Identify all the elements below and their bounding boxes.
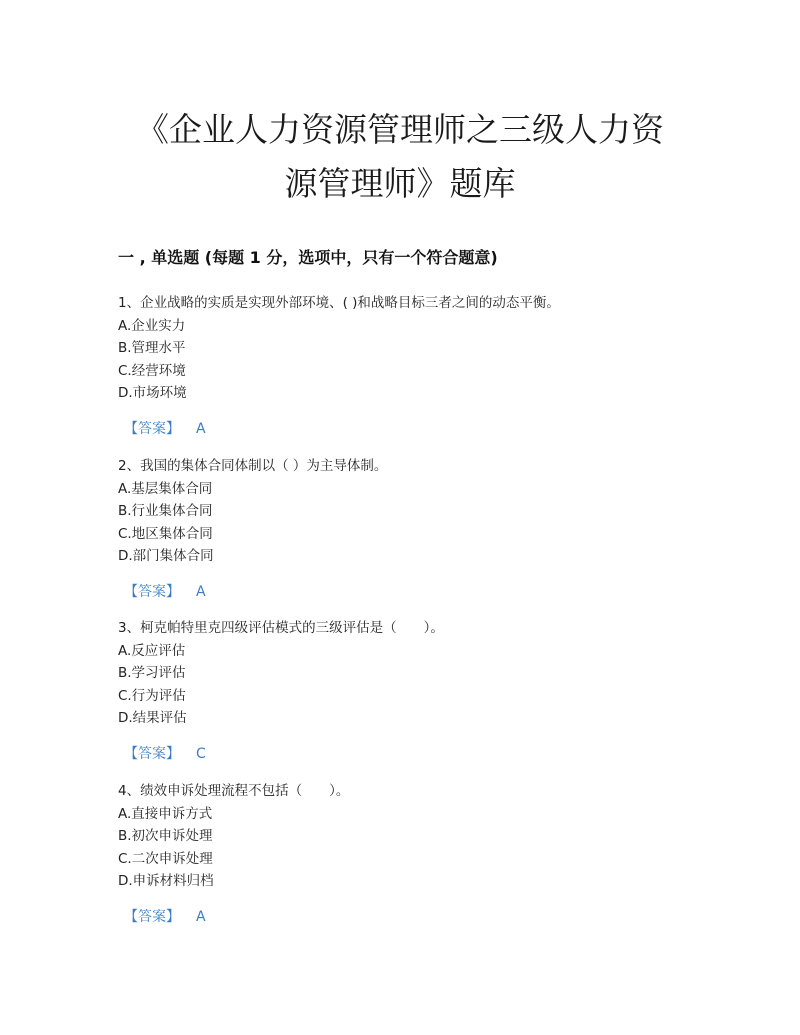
question-4 — [118, 780, 718, 927]
answer-line — [118, 419, 718, 439]
answer-line — [118, 907, 718, 927]
question-stem: 4、绩效申诉处理流程不包括（ ）。 — [118, 783, 350, 799]
option-c: C.地区集体合同 — [118, 525, 213, 542]
option-c: C.行为评估 — [118, 687, 186, 704]
option-b: B.初次申诉处理 — [118, 828, 213, 844]
answer-line — [118, 582, 718, 602]
answer-label: 【答案】 — [124, 420, 180, 437]
option-d: D.结果评估 — [118, 710, 187, 726]
option-c: C.二次申诉处理 — [118, 850, 213, 867]
answer-line — [118, 744, 718, 764]
answer-value: A — [196, 583, 206, 600]
title-line-2: 源管理师》题库 — [284, 164, 516, 203]
option-d: D.市场环境 — [118, 385, 187, 401]
question-3 — [118, 617, 718, 764]
option-d: D.部门集体合同 — [118, 548, 214, 564]
option-c: C.经营环境 — [118, 362, 186, 379]
title-line-1: 《企业人力资源管理师之三级人力资 — [136, 110, 664, 149]
answer-label: 【答案】 — [124, 908, 180, 925]
option-a: A.反应评估 — [118, 642, 186, 659]
option-a: A.基层集体合同 — [118, 480, 213, 497]
option-b: B.学习评估 — [118, 665, 186, 681]
answer-label: 【答案】 — [124, 745, 180, 762]
option-a: A.直接申诉方式 — [118, 805, 213, 822]
question-1 — [118, 292, 718, 439]
question-stem: 1、企业战略的实质是实现外部环境、( )和战略目标三者之间的动态平衡。 — [118, 295, 560, 311]
answer-value: C — [196, 745, 206, 762]
option-b: B.管理水平 — [118, 340, 186, 356]
answer-value: A — [196, 908, 206, 925]
question-2 — [118, 455, 718, 602]
section-heading: 一 , 单选题 (每题 1 分，选项中，只有一个符合题意) — [118, 248, 498, 267]
question-stem: 2、我国的集体合同体制以（ ）为主导体制。 — [118, 458, 388, 474]
answer-label: 【答案】 — [124, 583, 180, 600]
answer-value: A — [196, 420, 206, 437]
option-d: D.申诉材料归档 — [118, 873, 214, 889]
question-stem: 3、柯克帕特里克四级评估模式的三级评估是（ ）。 — [118, 620, 444, 636]
document-title — [60, 103, 740, 211]
option-b: B.行业集体合同 — [118, 503, 213, 519]
option-a: A.企业实力 — [118, 317, 186, 334]
